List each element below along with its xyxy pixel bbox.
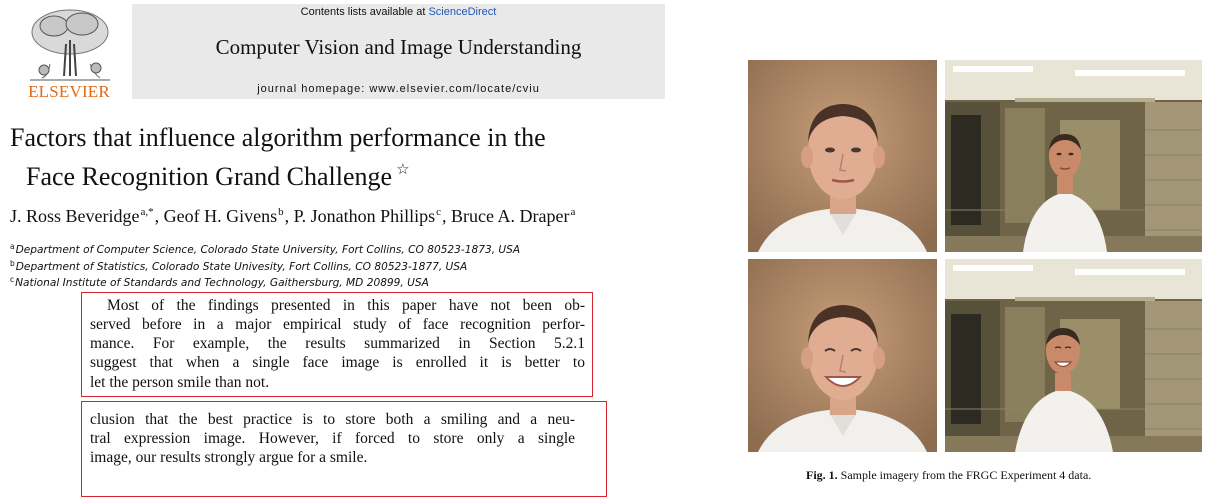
photo-uncontrolled-smile	[945, 259, 1202, 452]
affiliation-mark: b	[10, 259, 15, 268]
author-name[interactable]: J. Ross Beveridge	[10, 206, 140, 226]
highlighted-excerpt-1	[81, 292, 593, 397]
author-affiliation-mark[interactable]: a	[570, 206, 576, 218]
author-separator: ,	[154, 206, 164, 226]
photo-controlled-smile	[748, 259, 937, 452]
affiliation	[10, 259, 467, 273]
journal-banner	[132, 4, 665, 99]
author-affiliation-mark[interactable]: c	[436, 206, 442, 218]
author-separator: ,	[442, 206, 452, 226]
excerpt-line: suggest that when a single face image is enrolled it is better to	[90, 354, 585, 371]
excerpt-line: clusion that the best practice is to store both a smiling and a neu-	[90, 411, 575, 428]
excerpt-line: Most of the findings presented in this paper have not been ob-	[107, 297, 585, 314]
excerpt-line: image, our results strongly argue for a smile.	[90, 449, 368, 466]
excerpt-line: mance. For example, the results summarized in Section 5.2.1	[90, 335, 585, 352]
author-affiliation-mark[interactable]: b	[278, 206, 284, 218]
journal-homepage[interactable]: journal homepage: www.elsevier.com/locate/cviu	[257, 83, 540, 95]
figure-caption	[806, 468, 1091, 483]
figure-label: Fig. 1.	[806, 468, 838, 482]
author-affiliation-mark[interactable]: a,*	[140, 206, 154, 218]
article-title-text: Face Recognition Grand Challenge	[26, 162, 393, 191]
contents-line	[132, 6, 665, 18]
author-list	[10, 206, 576, 227]
author-separator: ,	[284, 206, 294, 226]
affiliation-mark: c	[10, 275, 15, 284]
photo-controlled-neutral	[748, 60, 937, 252]
figure-caption-text: Sample imagery from the FRGC Experiment 4 data.	[840, 468, 1092, 482]
author-name[interactable]: Geof H. Givens	[163, 206, 278, 226]
affiliation	[10, 275, 429, 289]
article-title-line-2	[26, 160, 410, 192]
affiliation-text: Department of Statistics, Colorado State Univesity, Fort Collins, CO 80523-1877, USA	[15, 261, 468, 273]
affiliation-text: National Institute of Standards and Technology, Gaithersburg, MD 20899, USA	[15, 277, 429, 289]
affiliation-text: Department of Computer Science, Colorado State University, Fort Collins, CO 80523-1873, USA	[15, 244, 521, 256]
excerpt-line: tral expression image. However, if forced to store only a single	[90, 430, 575, 447]
elsevier-wordmark: ELSEVIER	[28, 82, 110, 101]
author-name[interactable]: Bruce A. Draper	[451, 206, 570, 226]
highlighted-excerpt-2	[81, 401, 607, 497]
author-name[interactable]: P. Jonathon Phillips	[293, 206, 436, 226]
title-footnote-star[interactable]: ☆	[396, 162, 410, 178]
journal-title: Computer Vision and Image Understanding	[215, 35, 582, 59]
affiliation	[10, 242, 520, 256]
excerpt-line: let the person smile than not.	[90, 374, 270, 391]
excerpt-line: served before in a major empirical study of face recognition perfor-	[90, 316, 585, 333]
photo-uncontrolled-neutral	[945, 60, 1202, 252]
contents-prefix: Contents lists available at	[300, 6, 429, 18]
sciencedirect-link[interactable]: ScienceDirect	[428, 6, 497, 18]
article-title-line-1: Factors that influence algorithm performance in the	[10, 123, 546, 152]
affiliation-mark: a	[10, 242, 15, 251]
